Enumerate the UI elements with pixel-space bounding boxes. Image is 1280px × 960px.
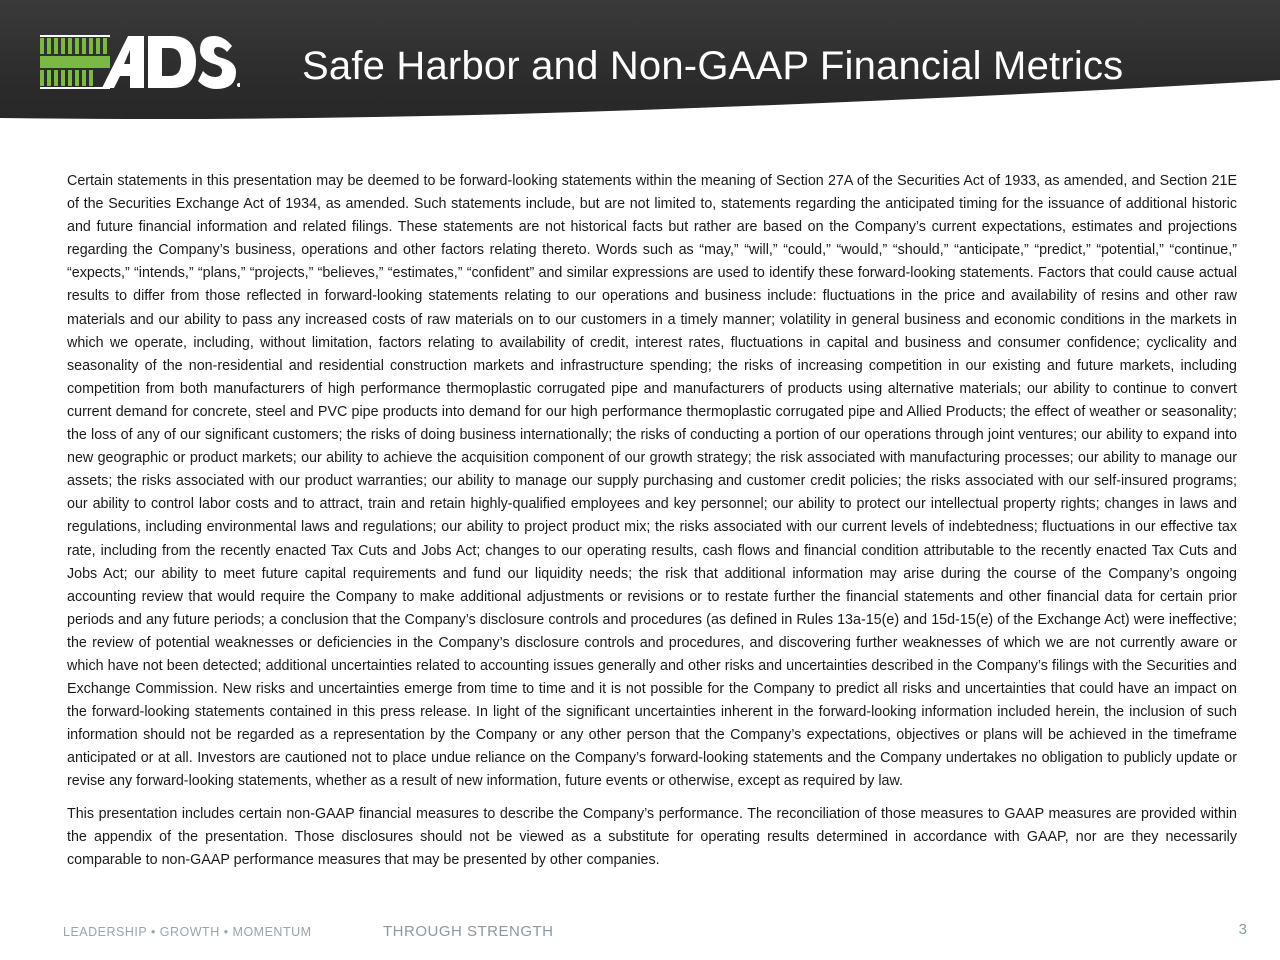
header-banner — [0, 0, 1280, 150]
page-number: 3 — [1238, 921, 1247, 938]
forward-looking-statement-paragraph: Certain statements in this presentation may be deemed to be forward-looking statements within the meaning of Section 27A of the Securities Act of 1933, as amended, and Section 21E of the Securities Exchange Act of 1934, as amended. Such statements include, but are not limited to, statements regarding the anticipated timing for the issuance of additional historic and future financial information and related filings. These statements are not historical facts but rather are based on the Company’s current expectations, estimates and projections regarding the Company’s business, operations and other factors relating thereto. Words such as “may,” “will,” “could,” “would,” “should,” “anticipate,” “predict,” “potential,” “continue,” “expects,” “intends,” “plans,” “projects,” “believes,” “estimates,” “confident” and similar expressions are used to identify these forward-looking statements. Factors that could cause actual results to differ from those reflected in forward-looking statements relating to our operations and business include: fluctuations in the price and availability of resins and other raw materials and our ability to pass any increased costs of raw materials on to our customers in a timely manner; volatility in general business and economic conditions in the markets in which we operate, including, without limitation, factors relating to availability of credit, interest rates, fluctuations in capital and business and consumer confidence; cyclicality and seasonality of the non-residential and residential construction markets and infrastructure spending; the risks of increasing competition in our existing and future markets, including competition from both manufacturers of high performance thermoplastic corrugated pipe and manufacturers of products using alternative materials; our ability to continue to convert current demand for concrete, steel and PVC pipe products into demand for our high performance thermoplastic corrugated pipe and Allied Products; the effect of weather or seasonality; the loss of any of our significant customers; the risks of doing business internationally; the risks of conducting a portion of our operations through joint ventures; our ability to expand into new geographic or product markets; our ability to achieve the acquisition component of our growth strategy; the risk associated with manufacturing processes; our ability to manage our assets; the risks associated with our product warranties; our ability to manage our supply purchasing and customer credit policies; the risks associated with our self-insured programs; our ability to control labor costs and to attract, train and retain highly-qualified employees and key personnel; our ability to protect our intellectual property rights; changes in laws and regulations, including environmental laws and regulations; our ability to project product mix; the risks associated with our current levels of indebtedness; fluctuations in our effective tax rate, including from the recently enacted Tax Cuts and Jobs Act; changes to our operating results, cash flows and financial condition attributable to the recently enacted Tax Cuts and Jobs Act; our ability to meet future capital requirements and fund our liquidity needs; the risk that additional information may arise during the course of the Company’s ongoing accounting review that would require the Company to make additional adjustments or revisions or to restate further the financial statements and other financial data for certain prior periods and any future periods; a conclusion that the Company’s disclosure controls and procedures (as defined in Rules 13a-15(e) and 15d-15(e) of the Exchange Act) were ineffective; the review of potential weaknesses or deficiencies in the Company’s disclosure controls and procedures, and discovering further weaknesses of which we are not currently aware or which have not been detected; additional uncertainties related to accounting issues generally and other risks and uncertainties described in the Company’s filings with the Securities and Exchange Commission. New risks and uncertainties emerge from time to time and it is not possible for the Company to predict all risks and uncertainties that could have an impact on the forward-looking statements contained in this press release. In light of the significant uncertainties inherent in the forward-looking information included herein, the inclusion of such information should not be regarded as a representation by the Company or any other person that the Company’s expectations, objectives or plans will be achieved in the timeframe anticipated or at all. Investors are cautioned not to place undue reliance on the Company’s forward-looking statements and the Company undertakes no obligation to publicly update or revise any forward-looking statements, whether as a result of new information, future events or otherwise, except as required by law. — [67, 173, 1237, 790]
footer-tagline: LEADERSHIP • GROWTH • MOMENTUM — [63, 925, 312, 939]
non-gaap-paragraph: This presentation includes certain non-GAAP financial measures to describe the Company’s performance. The reconciliation of those measures to GAAP measures are provided within the appendix of the presentation. Those disclosures should not be viewed as a substitute for operating results determined in accordance with GAAP, nor are they necessarily comparable to non-GAAP performance measures that may be presented by other companies. — [67, 805, 1237, 868]
disclaimer-body — [67, 170, 1237, 881]
ads-logo — [40, 32, 240, 92]
footer-tagline-strength: THROUGH STRENGTH — [383, 923, 554, 940]
slide-title: Safe Harbor and Non-GAAP Financial Metrics — [302, 44, 1124, 88]
